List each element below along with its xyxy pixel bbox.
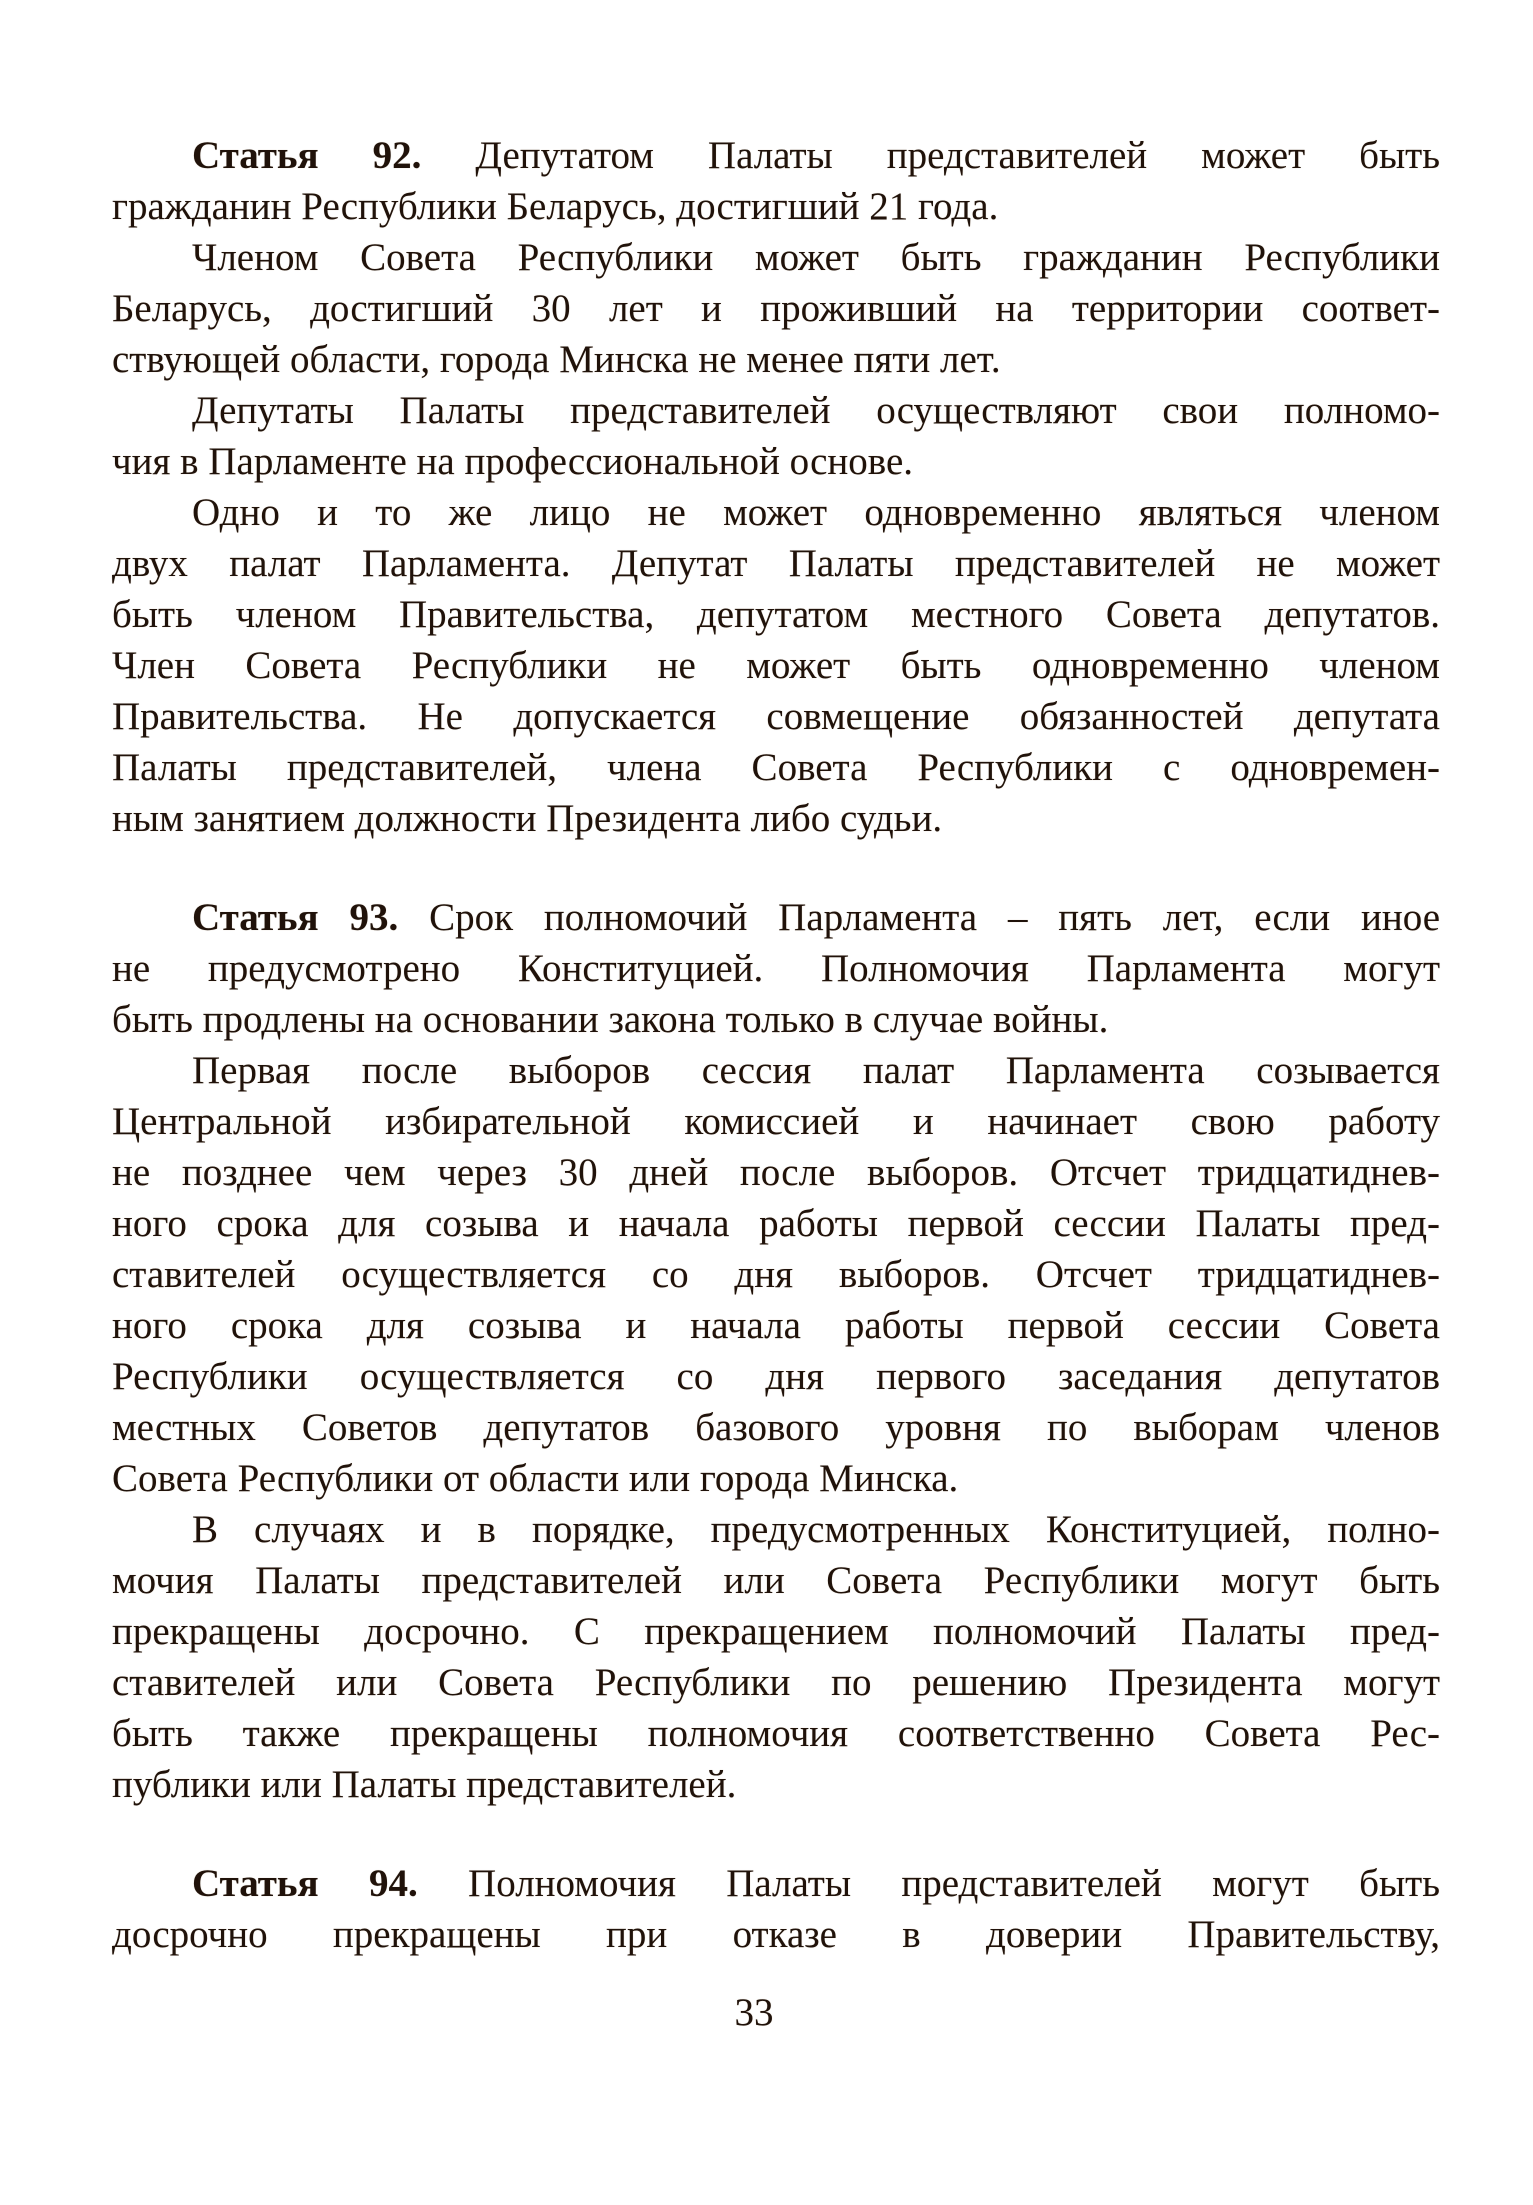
line-text: Правительства. Не допускается совмещение обязанностей депутата	[112, 695, 1440, 738]
line-text: ного срока для созыва и начала работы первой сессии Палаты пред-	[112, 1202, 1440, 1245]
text-line	[112, 1555, 1440, 1606]
article-92	[112, 130, 1440, 844]
line-text: ствующей области, города Минска не менее пяти лет.	[112, 338, 1001, 381]
line-text: не позднее чем через 30 дней после выборов. Отсчет тридцатиднев-	[112, 1151, 1440, 1194]
line-text: Член Совета Республики не может быть одновременно членом	[112, 644, 1440, 687]
article-94	[112, 1858, 1440, 1960]
line-text: Центральной избирательной комиссией и начинает свою работу	[112, 1100, 1440, 1143]
line-text: Беларусь, достигший 30 лет и проживший на территории соответ-	[112, 287, 1440, 330]
text-line	[112, 1249, 1440, 1300]
line-text: Одно и то же лицо не может одновременно являться членом	[192, 491, 1440, 534]
line-text: Срок полномочий Парламента – пять лет, если иное	[398, 896, 1440, 939]
text-line	[112, 1909, 1440, 1960]
text-line	[112, 1708, 1440, 1759]
article-heading: Статья 94.	[192, 1862, 418, 1905]
text-line	[112, 1096, 1440, 1147]
line-text: гражданин Республики Беларусь, достигший 21 года.	[112, 185, 999, 228]
text-line	[112, 793, 1440, 844]
text-line	[112, 283, 1440, 334]
text-line	[112, 742, 1440, 793]
line-text: Депутаты Палаты представителей осуществляют свои полномо-	[192, 389, 1440, 432]
text-line	[112, 1453, 1440, 1504]
line-text: Республики осуществляется со дня первого заседания депутатов	[112, 1355, 1440, 1398]
article-heading: Статья 93.	[192, 896, 399, 939]
line-text: Депутатом Палаты представителей может быть	[421, 134, 1440, 177]
text-line	[112, 487, 1440, 538]
text-line	[112, 1504, 1440, 1555]
text-line	[112, 436, 1440, 487]
text-line	[112, 589, 1440, 640]
line-text: быть также прекращены полномочия соответственно Совета Рес-	[112, 1712, 1440, 1755]
line-text: двух палат Парламента. Депутат Палаты представителей не может	[112, 542, 1440, 585]
text-line	[112, 1198, 1440, 1249]
line-text: Совета Республики от области или города Минска.	[112, 1457, 959, 1500]
text-line	[112, 1858, 1440, 1909]
page-number: 33	[734, 1991, 774, 2034]
line-text: Членом Совета Республики может быть гражданин Республики	[192, 236, 1440, 279]
line-text: быть членом Правительства, депутатом местного Совета депутатов.	[112, 593, 1440, 636]
line-text: мочия Палаты представителей или Совета Республики могут быть	[112, 1559, 1440, 1602]
text-line	[112, 994, 1440, 1045]
article-93	[112, 892, 1440, 1810]
line-text: Первая после выборов сессия палат Парламента созывается	[192, 1049, 1440, 1092]
text-line	[112, 1606, 1440, 1657]
text-line	[112, 892, 1440, 943]
text-line	[112, 385, 1440, 436]
text-line	[112, 1300, 1440, 1351]
line-text: прекращены досрочно. С прекращением полномочий Палаты пред-	[112, 1610, 1440, 1653]
line-text: ным занятием должности Президента либо судьи.	[112, 797, 943, 840]
text-line	[112, 1759, 1440, 1810]
text-line	[112, 232, 1440, 283]
text-line	[112, 943, 1440, 994]
text-line	[112, 334, 1440, 385]
text-line	[112, 691, 1440, 742]
text-line	[112, 1657, 1440, 1708]
line-text: чия в Парламенте на профессиональной основе.	[112, 440, 914, 483]
line-text: не предусмотрено Конституцией. Полномочия Парламента могут	[112, 947, 1440, 990]
line-text: ставителей или Совета Республики по решению Президента могут	[112, 1661, 1440, 1704]
line-text: ного срока для созыва и начала работы первой сессии Совета	[112, 1304, 1440, 1347]
line-text: быть продлены на основании закона только в случае войны.	[112, 998, 1109, 1041]
text-line	[112, 640, 1440, 691]
text-line	[112, 538, 1440, 589]
text-line	[112, 1045, 1440, 1096]
text-line	[112, 1351, 1440, 1402]
line-text: Полномочия Палаты представителей могут быть	[417, 1862, 1440, 1905]
line-text: В случаях и в порядке, предусмотренных Конституцией, полно-	[192, 1508, 1440, 1551]
line-text: публики или Палаты представителей.	[112, 1763, 737, 1806]
text-line	[112, 1402, 1440, 1453]
line-text: местных Советов депутатов базового уровня по выборам членов	[112, 1406, 1440, 1449]
line-text: ставителей осуществляется со дня выборов. Отсчет тридцатиднев-	[112, 1253, 1440, 1296]
text-line	[112, 1147, 1440, 1198]
text-line	[112, 130, 1440, 181]
text-block	[112, 130, 1440, 2038]
line-text: Палаты представителей, члена Совета Республики с одновремен-	[112, 746, 1440, 789]
article-heading: Статья 92.	[192, 134, 422, 177]
line-text: досрочно прекращены при отказе в доверии Правительству,	[112, 1913, 1440, 1956]
text-line	[112, 181, 1440, 232]
